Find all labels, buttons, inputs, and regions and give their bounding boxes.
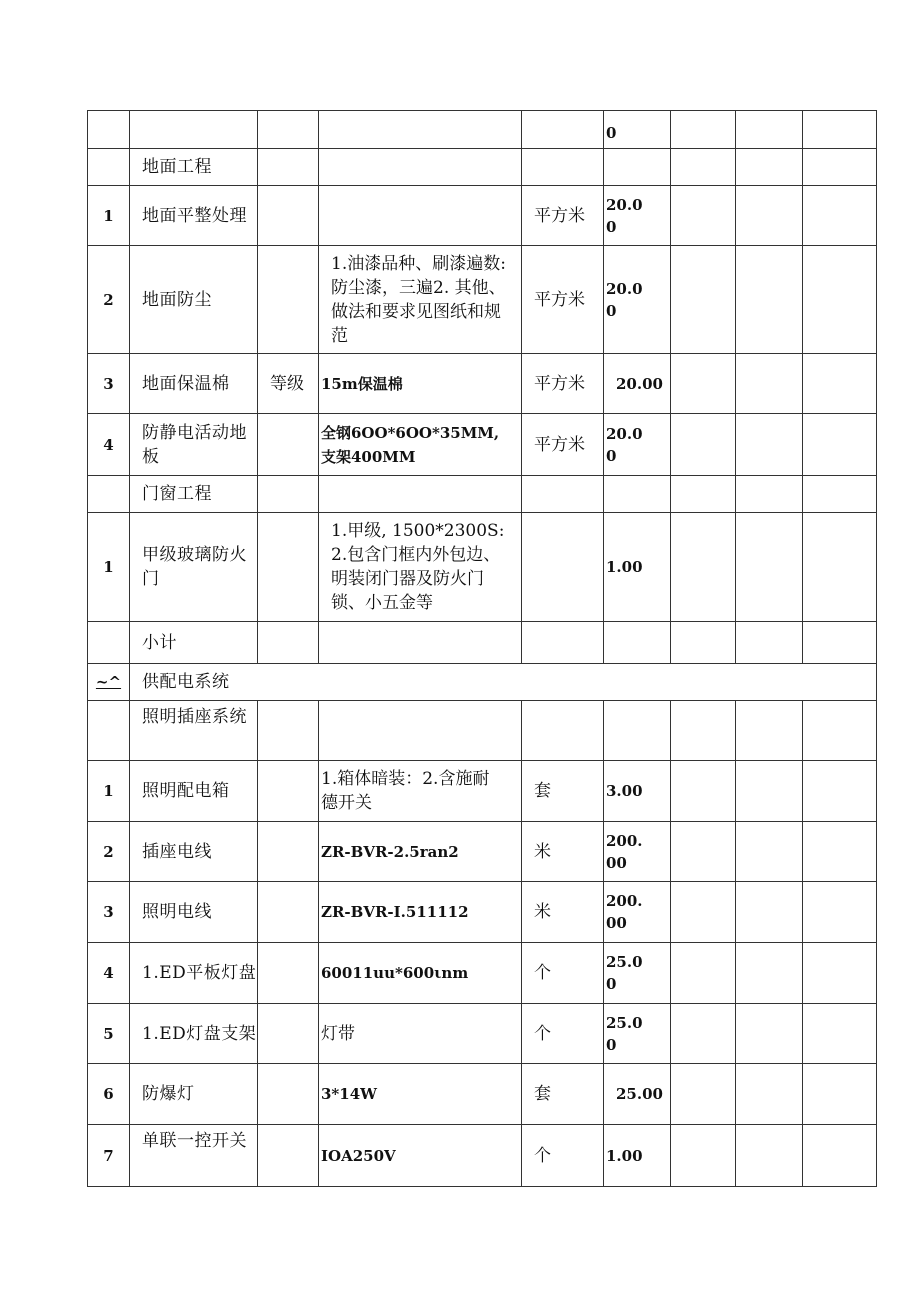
table-row — [88, 761, 877, 822]
item-feature — [258, 111, 319, 149]
table-row — [88, 186, 877, 246]
quantity: 3.00 — [604, 761, 671, 822]
row-number: 1 — [88, 513, 130, 622]
table-row — [88, 1004, 877, 1064]
item-description: 15m保温棉 — [319, 354, 522, 414]
table-row — [88, 882, 877, 943]
table-row — [88, 476, 877, 513]
item-description: 3*14W — [319, 1064, 522, 1125]
subtotal-label: 小计 — [130, 622, 258, 664]
bill-of-quantities-table — [87, 110, 877, 1187]
row-number: 4 — [88, 943, 130, 1004]
row-number: 4 — [88, 414, 130, 476]
item-name: 单联一控开关 — [130, 1125, 258, 1187]
item-feature: 等级 — [258, 354, 319, 414]
unit: 平方米 — [522, 414, 604, 476]
unit: 套 — [522, 761, 604, 822]
item-description: 60011uu*600ιnm — [319, 943, 522, 1004]
table-row — [88, 246, 877, 354]
item-name: 1.ED平板灯盘 — [130, 943, 258, 1004]
section-title: 地面工程 — [130, 149, 258, 186]
unit: 米 — [522, 822, 604, 882]
row-number: 3 — [88, 882, 130, 943]
quantity: 25.0 0 — [604, 943, 671, 1004]
item-name: 甲级玻璃防火 门 — [130, 513, 258, 622]
quantity: 20.0 0 — [604, 246, 671, 354]
quantity: 25.00 — [604, 1064, 671, 1125]
item-description: 1.甲级, 1500*2300S: 2.包含门框内外包边、 明装闭门器及防火门 锁、小五金等 — [319, 513, 522, 622]
table-row — [88, 1064, 877, 1125]
table-row — [88, 701, 877, 761]
quantity: 20.00 — [604, 354, 671, 414]
table-row — [88, 822, 877, 882]
item-name — [130, 111, 258, 149]
table-row — [88, 414, 877, 476]
table-row — [88, 622, 877, 664]
table-row — [88, 513, 877, 622]
item-description: 1.箱体暗装：2.含施耐 德开关 — [319, 761, 522, 822]
section-title: 门窗工程 — [130, 476, 258, 513]
quantity: 20.0 0 — [604, 186, 671, 246]
quantity: 200. 00 — [604, 822, 671, 882]
row-number: 6 — [88, 1064, 130, 1125]
row-number: 1 — [88, 761, 130, 822]
table-row — [88, 664, 877, 701]
row-number: 5 — [88, 1004, 130, 1064]
item-name: 地面平整处理 — [130, 186, 258, 246]
quantity: 1.00 — [604, 1125, 671, 1187]
row-number: 2 — [88, 246, 130, 354]
row-number: 2 — [88, 822, 130, 882]
item-name: 照明电线 — [130, 882, 258, 943]
unit: 平方米 — [522, 246, 604, 354]
item-name: 照明配电箱 — [130, 761, 258, 822]
unit: 米 — [522, 882, 604, 943]
unit: 个 — [522, 943, 604, 1004]
unit: 平方米 — [522, 186, 604, 246]
row-number — [88, 111, 130, 149]
section-title: 供配电系统 — [130, 664, 877, 701]
item-name: 防爆灯 — [130, 1064, 258, 1125]
unit — [522, 111, 604, 149]
row-number: 7 — [88, 1125, 130, 1187]
section-marker: ~^ — [88, 664, 130, 701]
table-row — [88, 1125, 877, 1187]
unit: 个 — [522, 1004, 604, 1064]
table-row — [88, 111, 877, 149]
table-row — [88, 149, 877, 186]
unit: 个 — [522, 1125, 604, 1187]
quantity: 25.0 0 — [604, 1004, 671, 1064]
unit: 套 — [522, 1064, 604, 1125]
unit: 平方米 — [522, 354, 604, 414]
item-description: ZR-BVR-2.5ran2 — [319, 822, 522, 882]
item-name: 1.ED灯盘支架 — [130, 1004, 258, 1064]
item-name: 防静电活动地 板 — [130, 414, 258, 476]
table-row — [88, 354, 877, 414]
table-row — [88, 943, 877, 1004]
subsection-title: 照明插座系统 — [130, 701, 258, 761]
quantity: 0 — [604, 111, 671, 149]
item-name: 地面防尘 — [130, 246, 258, 354]
row-number — [88, 149, 130, 186]
item-description: ZR-BVR-I.511112 — [319, 882, 522, 943]
item-description: 1.油漆品种、刷漆遍数: 防尘漆，三遍2. 其他、 做法和要求见图纸和规 范 — [319, 246, 522, 354]
quantity: 20.0 0 — [604, 414, 671, 476]
quantity: 1.00 — [604, 513, 671, 622]
row-number: 3 — [88, 354, 130, 414]
item-description: IOA250V — [319, 1125, 522, 1187]
item-name: 地面保温棉 — [130, 354, 258, 414]
item-description: 全钢6OO*6OO*35MM, 支架400MM — [319, 414, 522, 476]
item-name: 插座电线 — [130, 822, 258, 882]
item-description: 灯带 — [319, 1004, 522, 1064]
item-description — [319, 111, 522, 149]
quantity: 200. 00 — [604, 882, 671, 943]
row-number: 1 — [88, 186, 130, 246]
